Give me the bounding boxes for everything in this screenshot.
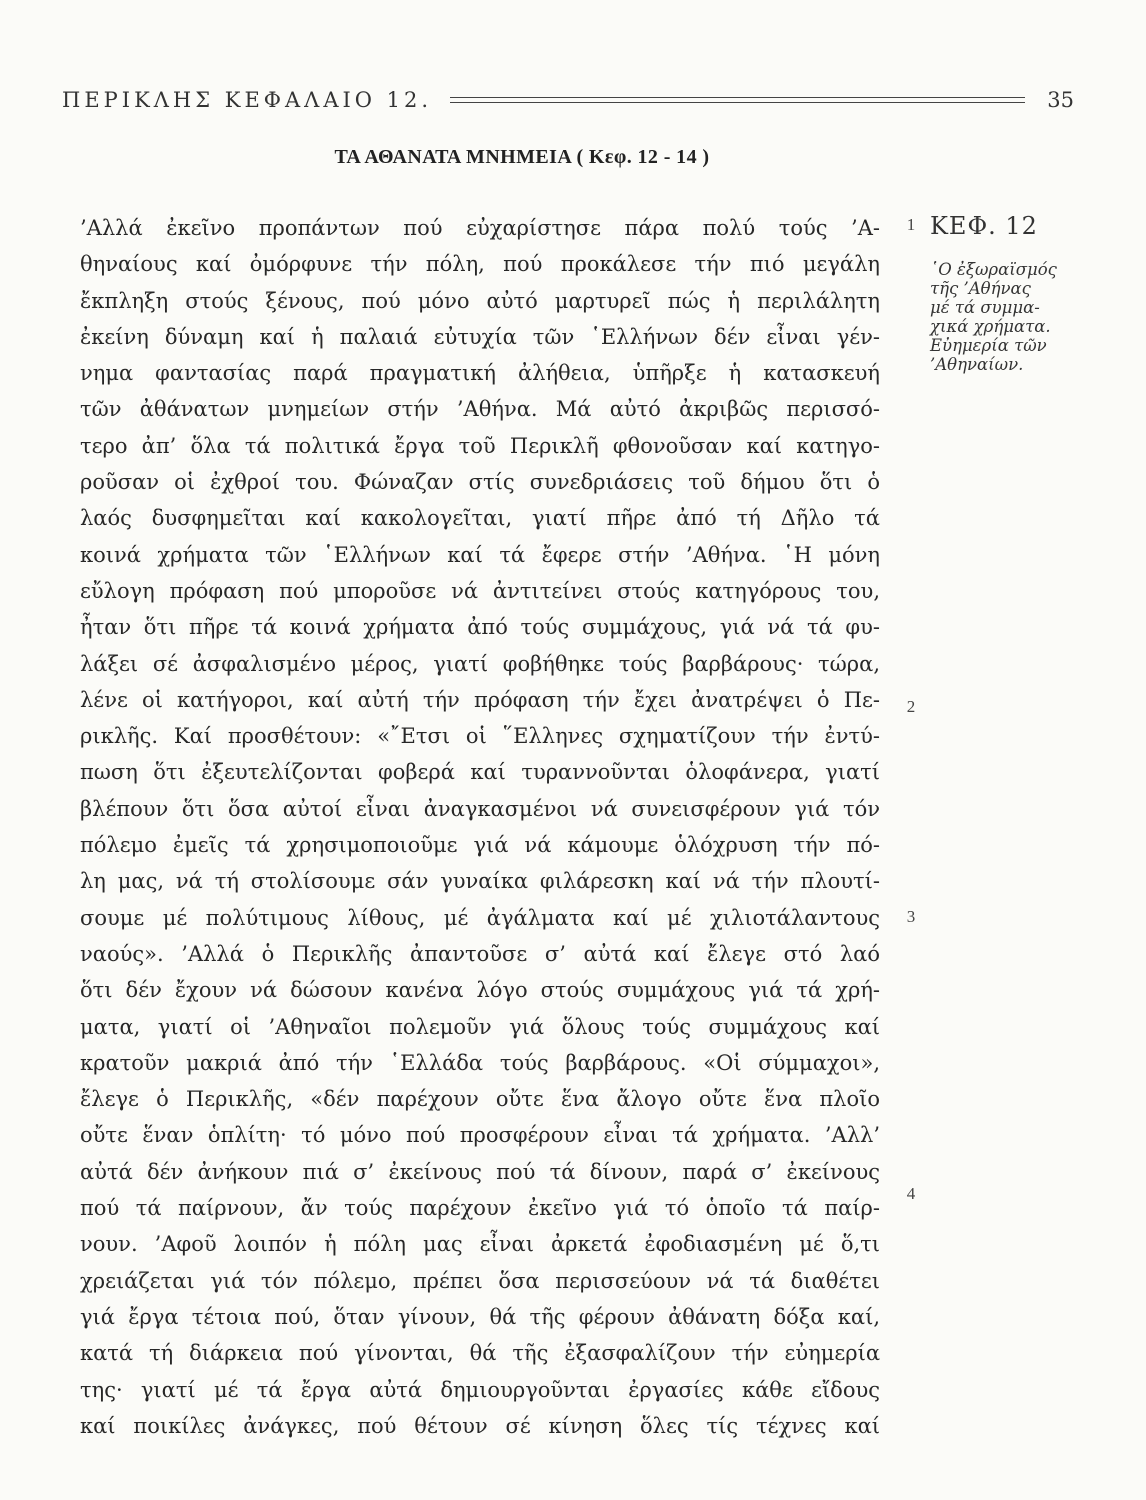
text-line: σουμε μέ πολύτιμους λίθους, μέ ἀγάλματα καί μέ χιλιοτάλαντους: [80, 905, 880, 930]
text-line: ρικλῆς. Καί προσθέτουν: «῎Ετσι οἱ ῞Ελληνες σχηματίζουν τήν ἐντύ-: [80, 724, 880, 749]
running-title: ΠΕΡΙΚΛΗΣ ΚΕΦΑΛΑΙΟ 12.: [62, 88, 433, 112]
side-note-line: ῾Ο ἐξωραϊσμός: [930, 260, 1057, 279]
text-line: καί ποικίλες ἀνάγκες, πού θέτουν σέ κίνηση ὅλες τίς τέχνες καί: [80, 1413, 880, 1438]
margin-paragraph-number: 1: [906, 215, 916, 234]
text-line: κατά τή διάρκεια πού γίνονται, θά τῆς ἐξασφαλίζουν τήν εὐημερία: [80, 1341, 880, 1366]
text-line: βλέπουν ὅτι ὅσα αὐτοί εἶναι ἀναγκασμένοι νά συνεισφέρουν γιά τόν: [80, 796, 880, 821]
side-note-line: Εὐημερία τῶν: [930, 336, 1047, 355]
side-note-line: ’Αθηναίων.: [930, 355, 1024, 374]
text-line: κοινά χρήματα τῶν ῾Ελλήνων καί τά ἔφερε στήν ’Αθήνα. ῾Η μόνη: [80, 542, 880, 567]
body-text: [80, 210, 880, 1444]
text-line: λαός δυσφημεῖται καί κακολογεῖται, γιατί πῆρε ἀπό τή Δῆλο τά: [80, 506, 880, 531]
text-line: της· γιατί μέ τά ἔργα αὐτά δημιουργοῦνται ἐργασίες κάθε εἴδους: [80, 1377, 880, 1402]
text-line: ροῦσαν οἱ ἐχθροί του. Φώναζαν στίς συνεδριάσεις τοῦ δήμου ὅτι ὁ: [80, 470, 880, 495]
text-line: ναούς». ’Αλλά ὁ Περικλῆς ἀπαντοῦσε σ’ αὐτά καί ἔλεγε στό λαό: [80, 941, 880, 966]
text-line: νημα φαντασίας παρά πραγματική ἀλήθεια, ὑπῆρξε ἡ κατασκευή: [80, 361, 880, 386]
text-line: ἔκπληξη στούς ξένους, πού μόνο αὐτό μαρτυρεῖ πώς ἡ περιλάλητη: [80, 288, 880, 313]
text-line: ὅτι δέν ἔχουν νά δώσουν κανένα λόγο στούς συμμάχους γιά τά χρή-: [80, 978, 880, 1003]
text-line: θηναίους καί ὀμόρφυνε τήν πόλη, πού προκάλεσε τήν πιό μεγάλη: [80, 252, 880, 277]
text-line: πόλεμο ἐμεῖς τά χρησιμοποιοῦμε γιά νά κάμουμε ὁλόχρυση τήν πό-: [80, 833, 880, 858]
text-line: εὔλογη πρόφαση πού μποροῦσε νά ἀντιτείνει στούς κατηγόρους του,: [80, 578, 880, 603]
page-number: 35: [1047, 88, 1074, 112]
text-line: τερο ἀπ’ ὅλα τά πολιτικά ἔργα τοῦ Περικλῆ φθονοῦσαν καί κατηγο-: [80, 433, 880, 458]
text-line: ἐκείνη δύναμη καί ἡ παλαιά εὐτυχία τῶν ῾Ελλήνων δέν εἶναι γέν-: [80, 324, 880, 349]
text-line: λάξει σέ ἀσφαλισμένο μέρος, γιατί φοβήθηκε τούς βαρβάρους· τώρα,: [80, 651, 880, 676]
text-line: πωση ὅτι ἐξευτελίζονται φοβερά καί τυραννοῦνται ὁλοφάνερα, γιατί: [80, 760, 880, 785]
side-note-line: χικά χρήματα.: [930, 317, 1051, 336]
text-line: λη μας, νά τή στολίσουμε σάν γυναίκα φιλάρεσκη καί νά τήν πλουτί-: [80, 869, 880, 894]
text-line: ἦταν ὅτι πῆρε τά κοινά χρήματα ἀπό τούς συμμάχους, γιά νά τά φυ-: [80, 615, 880, 640]
text-line: αὐτά δέν ἀνήκουν πιά σ’ ἐκείνους πού τά δίνουν, παρά σ’ ἐκείνους: [80, 1159, 880, 1184]
margin-paragraph-number: 4: [906, 1184, 916, 1203]
text-line: κρατοῦν μακριά ἀπό τήν ῾Ελλάδα τούς βαρβάρους. «Οἱ σύμμαχοι»,: [80, 1050, 880, 1075]
text-line: νουν. ’Αφοῦ λοιπόν ἡ πόλη μας εἶναι ἀρκετά ἐφοδιασμένη μέ ὅ,τι: [80, 1232, 880, 1257]
text-line: γιά ἔργα τέτοια πού, ὅταν γίνουν, θά τῆς φέρουν ἀθάνατη δόξα καί,: [80, 1304, 880, 1329]
text-line: ματα, γιατί οἱ ’Αθηναῖοι πολεμοῦν γιά ὅλους τούς συμμάχους καί: [80, 1014, 880, 1039]
chapter-reference: ΚΕΦ. 12: [930, 212, 1038, 240]
margin-paragraph-number: 3: [906, 907, 916, 926]
text-line: πού τά παίρνουν, ἄν τούς παρέχουν ἐκεῖνο γιά τό ὁποῖο τά παίρ-: [80, 1196, 880, 1221]
text-line: τῶν ἀθάνατων μνημείων στήν ’Αθήνα. Μά αὐτό ἀκριβῶς περισσό-: [80, 397, 880, 422]
text-line: ’Αλλά ἐκεῖνο προπάντων πού εὐχαρίστησε πάρα πολύ τούς ’Α-: [80, 216, 880, 240]
running-header: [62, 86, 1074, 114]
header-double-rule: [450, 97, 1025, 103]
side-note-line: μέ τά συμμα-: [930, 298, 1040, 317]
text-line: χρειάζεται γιά τόν πόλεμο, πρέπει ὅσα περισσεύουν νά τά διαθέτει: [80, 1268, 880, 1293]
text-line: ἔλεγε ὁ Περικλῆς, «δέν παρέχουν οὔτε ἕνα ἄλογο οὔτε ἕνα πλοῖο: [80, 1087, 880, 1112]
side-note-line: τῆς ’Αθήνας: [930, 279, 1031, 298]
text-line: οὔτε ἕναν ὁπλίτη· τό μόνο πού προσφέρουν εἶναι τά χρήματα. ’Αλλ’: [80, 1123, 880, 1148]
side-note: [930, 260, 1080, 374]
text-line: λένε οἱ κατήγοροι, καί αὐτή τήν πρόφαση τήν ἔχει ἀνατρέψει ὁ Πε-: [80, 687, 880, 712]
margin-paragraph-number: 2: [906, 697, 916, 716]
section-title: ΤΑ ΑΘΑΝΑΤΑ ΜΝΗΜΕΙΑ ( Κεφ. 12 - 14 ): [334, 146, 710, 168]
